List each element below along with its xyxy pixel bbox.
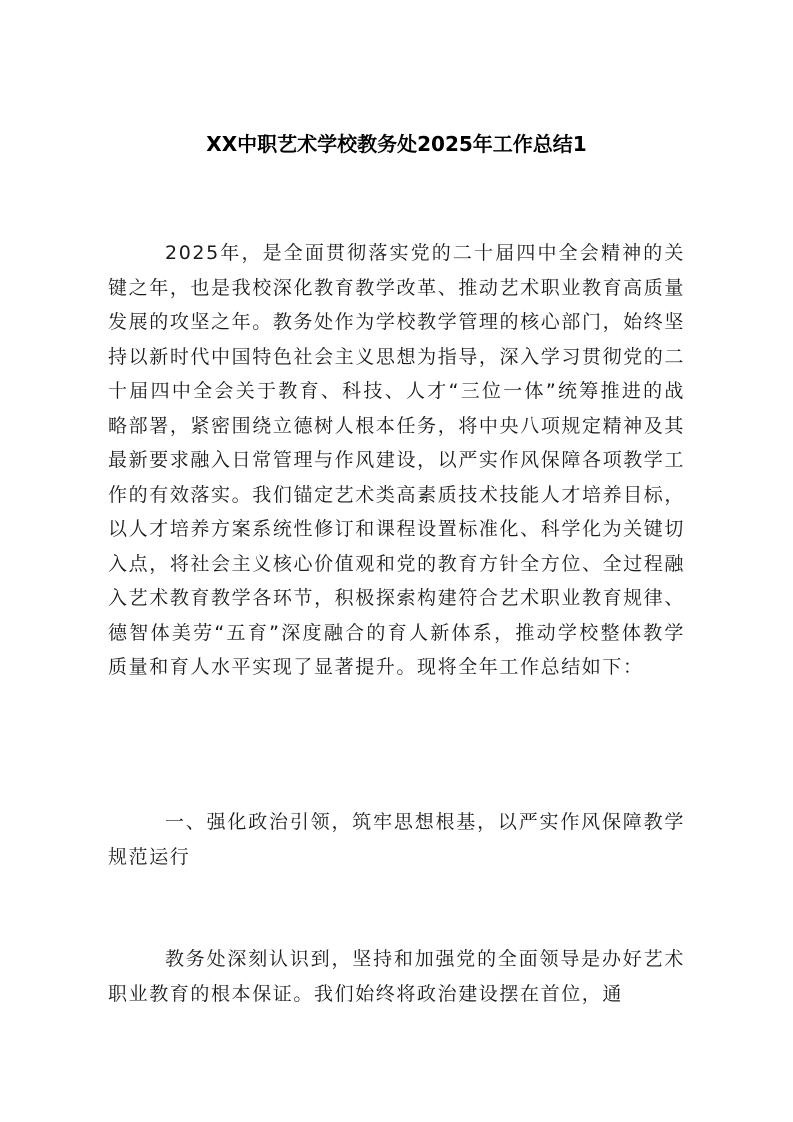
- section-1-paragraph: 教务处深刻认识到，坚持和加强党的全面领导是办好艺术职业教育的根本保证。我们始终将政治建设摆在首位，通: [108, 948, 685, 1005]
- section-heading-1: 一、强化政治引领，筑牢思想根基，以严实作风保障教学规范运行: [108, 811, 685, 868]
- intro-paragraph: 2025年，是全面贯彻落实党的二十届四中全会精神的关键之年，也是我校深化教育教学改革、推动艺术职业教育高质量发展的攻坚之年。教务处作为学校教学管理的核心部门，始终坚持以新时代中国特色社会主义思想为指导，深入学习贯彻党的二十届四中全会关于教育、科技、人才“三位一体”统筹推进的战略部署，紧密围绕立德树人根本任务，将中央八项规定精神及其最新要求融入日常管理与作风建设，以严实作风保障各项教学工作的有效落实。我们锚定艺术类高素质技术技能人才培养目标，以人才培养方案系统性修订和课程设置标准化、科学化为关键切入点，将社会主义核心价值观和党的教育方针全方位、全过程融入艺术教育教学各环节，积极探索构建符合艺术职业教育规律、德智体美劳“五育”深度融合的育人新体系，推动学校整体教学质量和育人水平实现了显著提升。现将全年工作总结如下：: [108, 242, 685, 678]
- document-title: XX中职艺术学校教务处2025年工作总结1: [206, 132, 587, 156]
